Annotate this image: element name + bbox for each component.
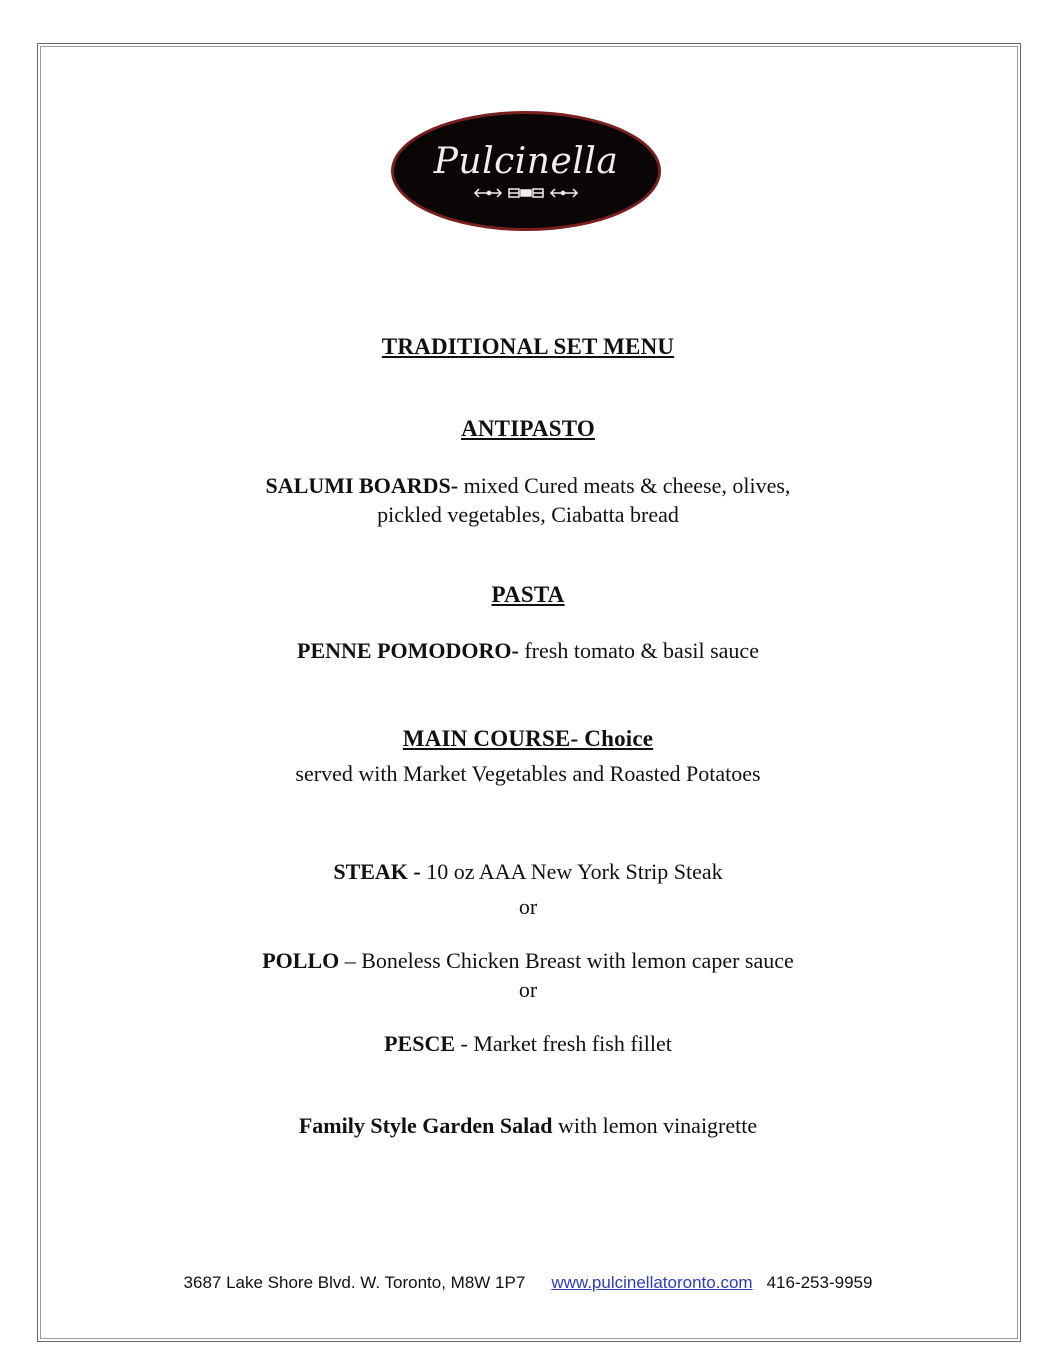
footer-phone: 416-253-9959 xyxy=(766,1273,873,1292)
pesce-desc: - Market fresh fish fillet xyxy=(455,1031,672,1056)
salad-item xyxy=(37,1111,1019,1140)
pasta-heading: PASTA xyxy=(491,582,565,607)
pulcinella-logo xyxy=(391,111,661,231)
salumi-boards-desc-line1: mixed Cured meats & cheese, olives, xyxy=(458,473,791,498)
steak-desc: 10 oz AAA New York Strip Steak xyxy=(420,859,723,884)
pesce-item xyxy=(37,1029,1019,1058)
salumi-boards-name: SALUMI BOARDS- xyxy=(265,473,459,498)
steak-name: STEAK - xyxy=(333,859,421,884)
antipasto-heading-block xyxy=(37,416,1019,442)
antipasto-heading: ANTIPASTO xyxy=(461,416,595,441)
pasta-heading-block xyxy=(37,582,1019,608)
menu-title-block xyxy=(37,334,1019,360)
antipasto-item xyxy=(37,471,1019,529)
or-separator-1: or xyxy=(518,894,538,919)
footer-website-link[interactable]: www.pulcinellatoronto.com xyxy=(551,1273,753,1292)
main-course-heading-block xyxy=(37,726,1019,752)
salad-desc: with lemon vinaigrette xyxy=(552,1113,758,1138)
steak-item xyxy=(37,857,1019,886)
pasta-item xyxy=(37,636,1019,665)
footer-address: 3687 Lake Shore Blvd. W. Toronto, M8W 1P7 xyxy=(183,1273,526,1292)
pollo-name: POLLO xyxy=(262,948,340,973)
pesce-name: PESCE xyxy=(384,1031,456,1056)
main-course-heading: MAIN COURSE- Choice xyxy=(402,726,654,751)
salad-name: Family Style Garden Salad xyxy=(298,1113,553,1138)
page-border xyxy=(37,43,1021,1342)
salumi-boards-desc-line2: pickled vegetables, Ciabatta bread xyxy=(377,502,679,527)
menu-title: TRADITIONAL SET MENU xyxy=(381,334,675,359)
logo-ornament-icon xyxy=(394,186,658,204)
or-separator-2: or xyxy=(518,977,538,1002)
antipasto-item-line1 xyxy=(37,471,1019,500)
penne-pomodoro-name: PENNE POMODORO- xyxy=(297,638,519,663)
main-course-subtitle: served with Market Vegetables and Roasted Potatoes xyxy=(295,761,761,786)
penne-pomodoro-desc: fresh tomato & basil sauce xyxy=(518,638,759,663)
footer xyxy=(37,1273,1019,1293)
logo-text: Pulcinella xyxy=(433,141,619,182)
pollo-item xyxy=(37,946,1019,975)
pollo-desc: – Boneless Chicken Breast with lemon caper sauce xyxy=(339,948,794,973)
